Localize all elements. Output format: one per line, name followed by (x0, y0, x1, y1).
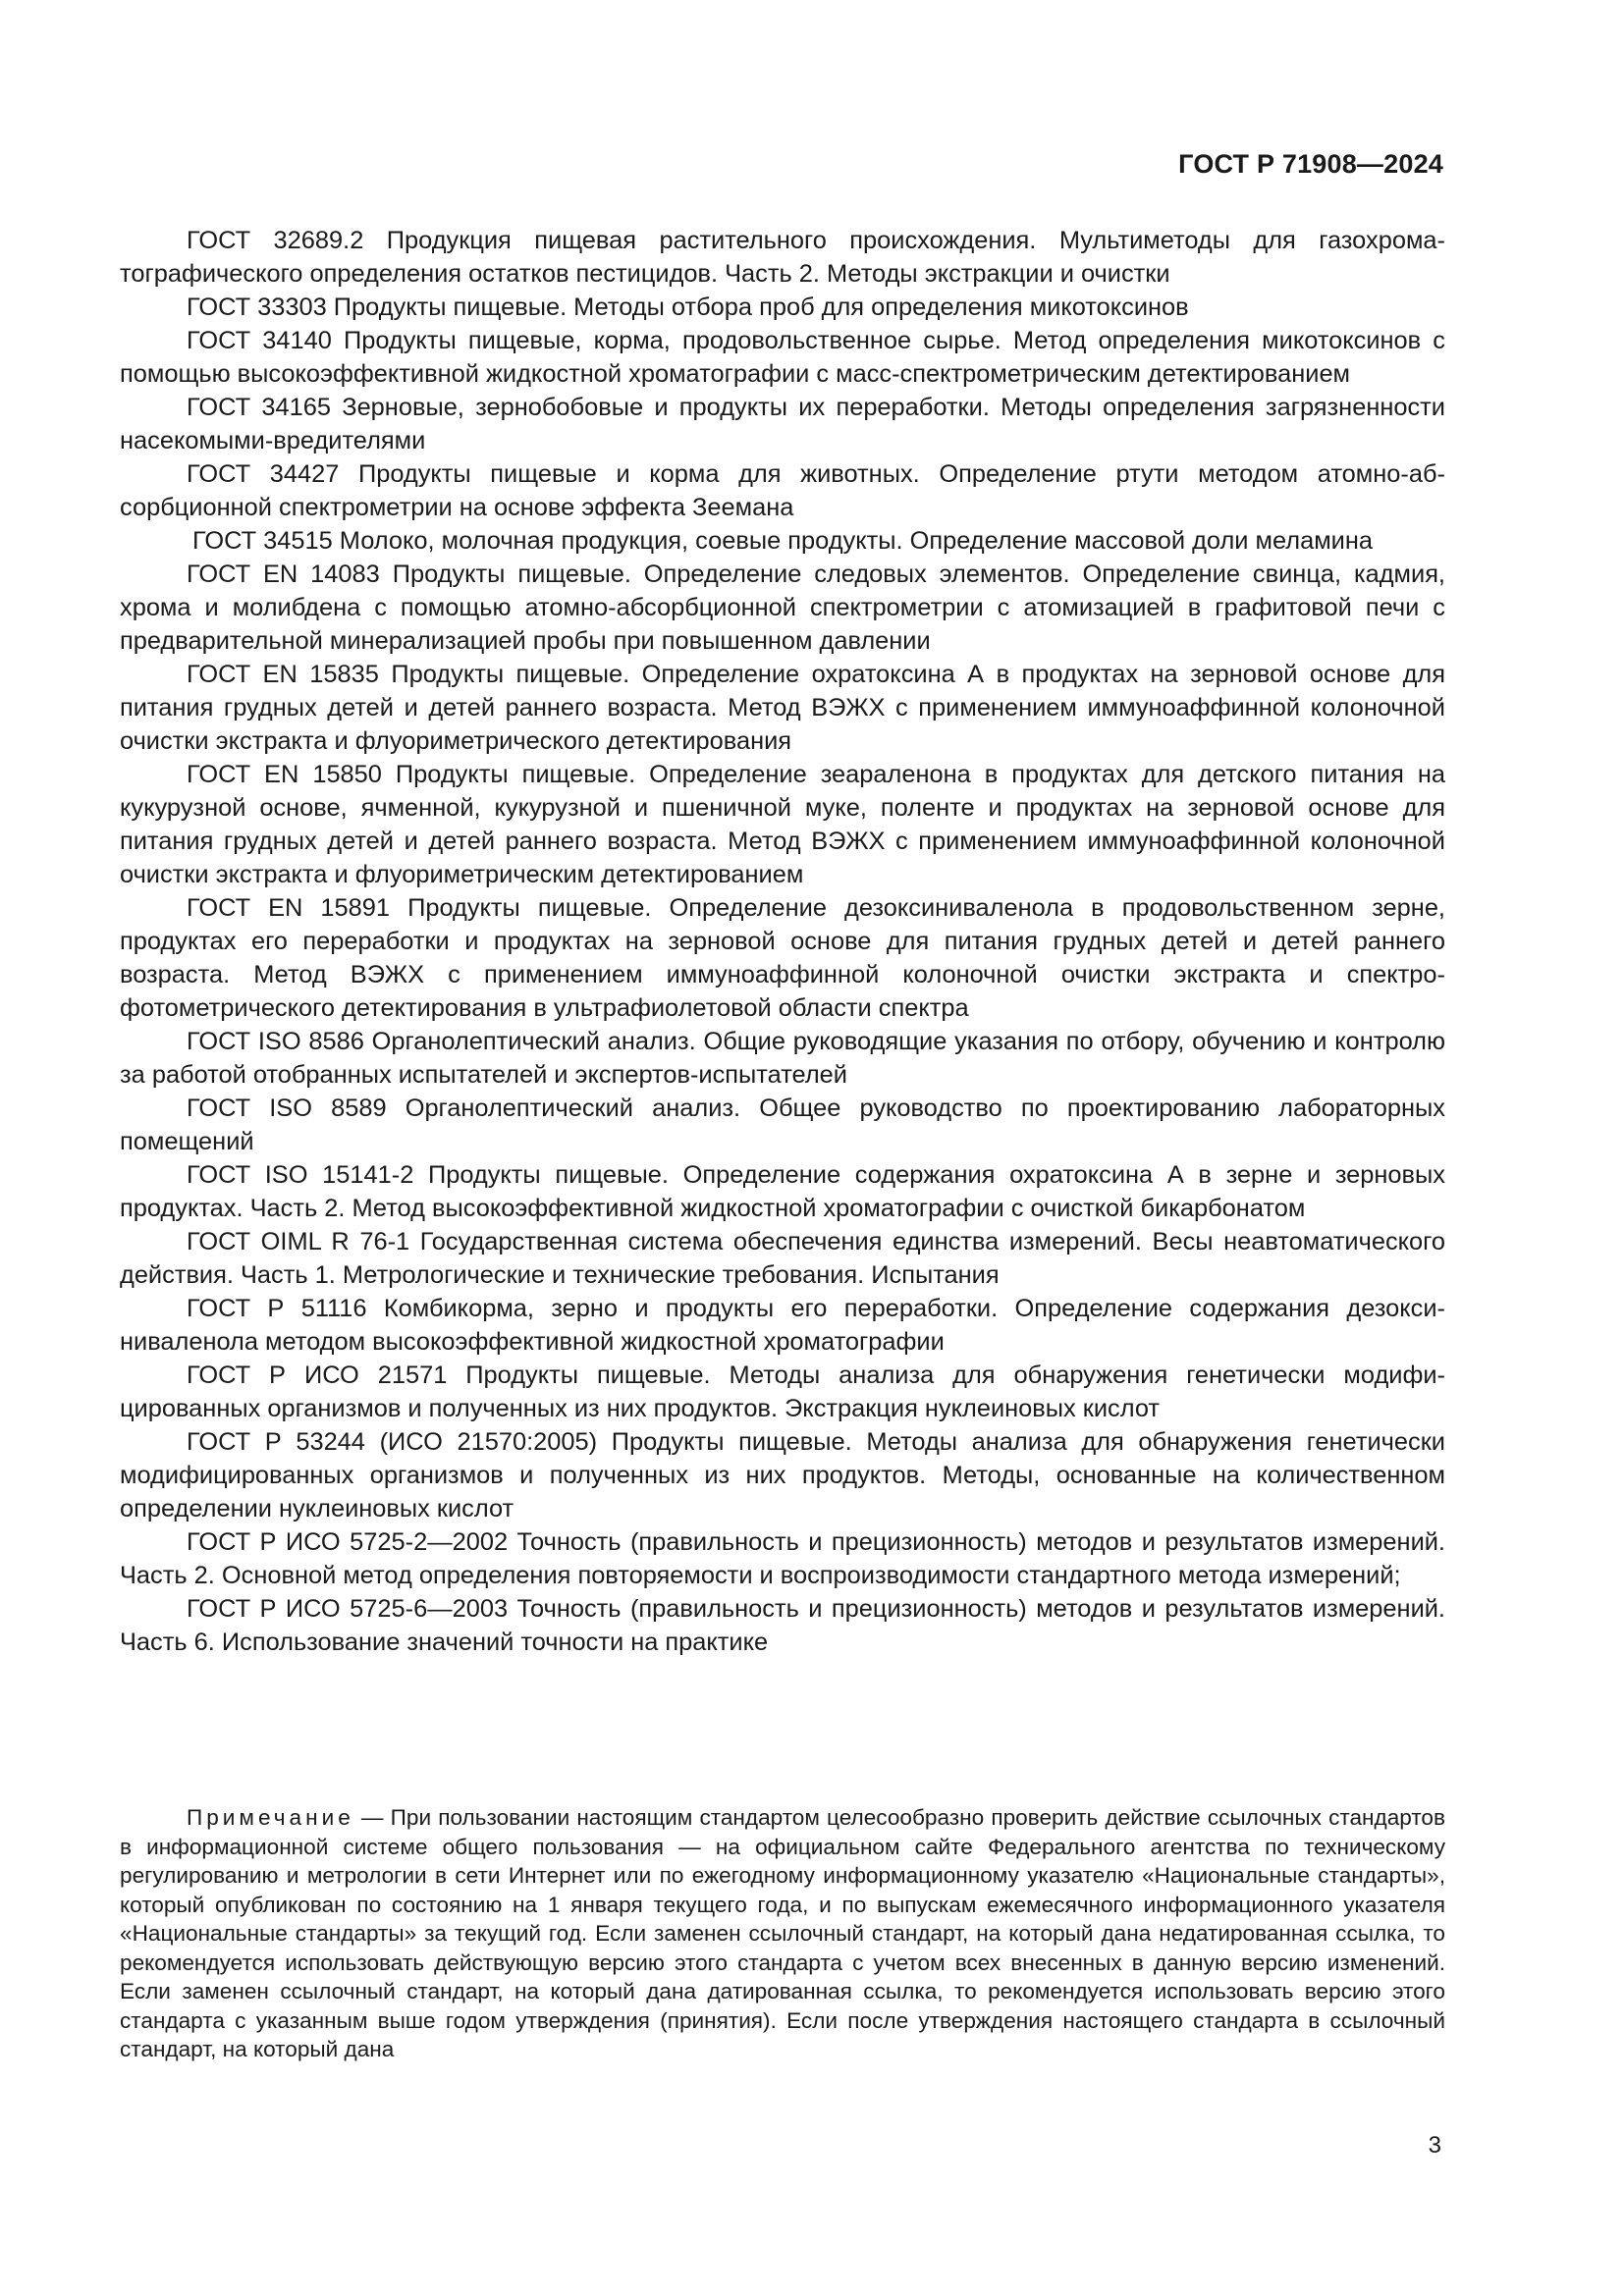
reference-item: ГОСТ ISO 15141-2 Продукты пищевые. Определение содержания охратоксина А в зерне и зерновых продуктах. Часть 2. Метод высокоэффективной жидкостной хроматографии с очисткой бикарбонатом (120, 1161, 1445, 1222)
reference-item: ГОСТ 32689.2 Продукция пищевая растительного происхождения. Мультиметоды для газохроматографического определения остатков пестицидов. Часть 2. Методы экстракции и очистки (120, 227, 1445, 288)
reference-item: ГОСТ OIML R 76-1 Государственная система обеспечения единства измерений. Весы неавтоматического действия. Часть 1. Метрологические и технические требования. Испытания (120, 1228, 1445, 1289)
reference-item: ГОСТ ISO 8589 Органолептический анализ. Общее руководство по проектированию лабораторных помещений (120, 1095, 1445, 1155)
reference-item: ГОСТ 34427 Продукты пищевые и корма для животных. Определение ртути методом атомно-абсорбционной спектрометрии на основе эффекта Зеемана (120, 460, 1445, 521)
reference-item: ГОСТ 33303 Продукты пищевые. Методы отбора проб для определения микотоксинов (187, 294, 1189, 321)
reference-item: ГОСТ Р ИСО 21571 Продукты пищевые. Методы анализа для обнаружения генетически модифицированных организмов и полученных из них продуктов. Экстракция нуклеиновых кислот (120, 1362, 1445, 1422)
reference-item: ГОСТ EN 14083 Продукты пищевые. Определение следовых элементов. Определение свинца, кадмия, хрома и молибдена с помощью атомно-абсорбционной спектрометрии с атомизацией в графитовой печи с предварительной минерализацией пробы при повышенном давлении (120, 561, 1445, 655)
reference-item: ГОСТ Р 53244 (ИСО 21570:2005) Продукты пищевые. Методы анализа для обнаружения генетически модифицированных организмов и полученных из них продуктов. Методы, основанные на количественном определении нуклеиновых кислот (120, 1428, 1445, 1522)
reference-item: ГОСТ Р 51116 Комбикорма, зерно и продукты его переработки. Определение содержания дезоксиниваленола методом высокоэффективной жидкостной хроматографии (120, 1295, 1445, 1356)
page-number: 3 (1428, 2132, 1441, 2159)
note-label: Примечание (187, 1805, 354, 1830)
note-paragraph (120, 1803, 1445, 2064)
reference-item: ГОСТ Р ИСО 5725-6—2003 Точность (правильность и прецизионность) методов и результатов измерений. Часть 6. Использование значений точности на практике (120, 1595, 1445, 1656)
document-code-header: ГОСТ Р 71908—2024 (1178, 149, 1443, 179)
reference-item: ГОСТ 34165 Зерновые, зернобобовые и продукты их переработки. Методы определения загрязненности насекомыми-вредителями (120, 394, 1445, 454)
reference-item: ГОСТ EN 15850 Продукты пищевые. Определение зеараленона в продуктах для детского питания на кукурузной основе, ячменной, кукурузной и пшеничной муке, поленте и продуктах на зерновой основе для питания грудных детей и детей раннего возраста. Метод ВЭЖХ с применением иммуноаффинной колоночной очистки экстракта и флуориметрическим детектированием (120, 761, 1445, 888)
reference-item: ГОСТ EN 15835 Продукты пищевые. Определение охратоксина А в продуктах на зерновой основе для питания грудных детей и детей раннего возраста. Метод ВЭЖХ с применением иммуноаффинной колоночной очистки экстракта и флуориметрического детектирования (120, 661, 1445, 755)
reference-item: ГОСТ Р ИСО 5725-2—2002 Точность (правильность и прецизионность) методов и результатов измерений. Часть 2. Основной метод определения повторяемости и воспроизводимости стандартного метода измерений; (120, 1528, 1445, 1589)
note-text: — При пользовании настоящим стандартом целесообразно проверить действие ссылочных стандартов в информационной системе общего пользования — на официальном сайте Федерального агентства по техническому регулированию и метрологии в сети Интернет или по ежегодному информационному указателю «Национальные стандарты», который опубликован по состоянию на 1 января текущего года, и по выпускам ежемесячного информационного указателя «Национальные стандарты» за текущий год. Если заменен ссылочный стандарт, на который дана недатированная ссылка, то рекомендуется использовать действующую версию этого стандарта с учетом всех внесенных в данную версию изменений. Если заменен ссылочный стандарт, на который дана датированная ссылка, то рекомендуется использовать версию этого стандарта с указанным выше годом утверждения (принятия). Если после утверждения настоящего стандарта в ссылочный стандарт, на который дана (120, 1805, 1445, 2061)
reference-item: ГОСТ EN 15891 Продукты пищевые. Определение дезоксиниваленола в продовольственном зерне, продуктах его переработки и продуктах на зерновой основе для питания грудных детей и детей раннего возраста. Метод ВЭЖХ с применением иммуноаффинной колоночной очистки экстракта и спектрофотометрического детектирования в ультрафиолетовой области спектра (120, 894, 1445, 1022)
reference-item: ГОСТ 34515 Молоко, молочная продукция, соевые продукты. Определение массовой доли меламина (192, 527, 1373, 555)
reference-item: ГОСТ ISO 8586 Органолептический анализ. Общие руководящие указания по отбору, обучению и контролю за работой отобранных испытателей и экспертов-испытателей (120, 1028, 1445, 1089)
reference-item: ГОСТ 34140 Продукты пищевые, корма, продовольственное сырье. Метод определения микотоксинов с помощью высокоэффективной жидкостной хроматографии с масс-спектрометрическим детектированием (120, 327, 1445, 388)
note-block (120, 1803, 1445, 2064)
normative-references-list (120, 224, 1445, 1659)
